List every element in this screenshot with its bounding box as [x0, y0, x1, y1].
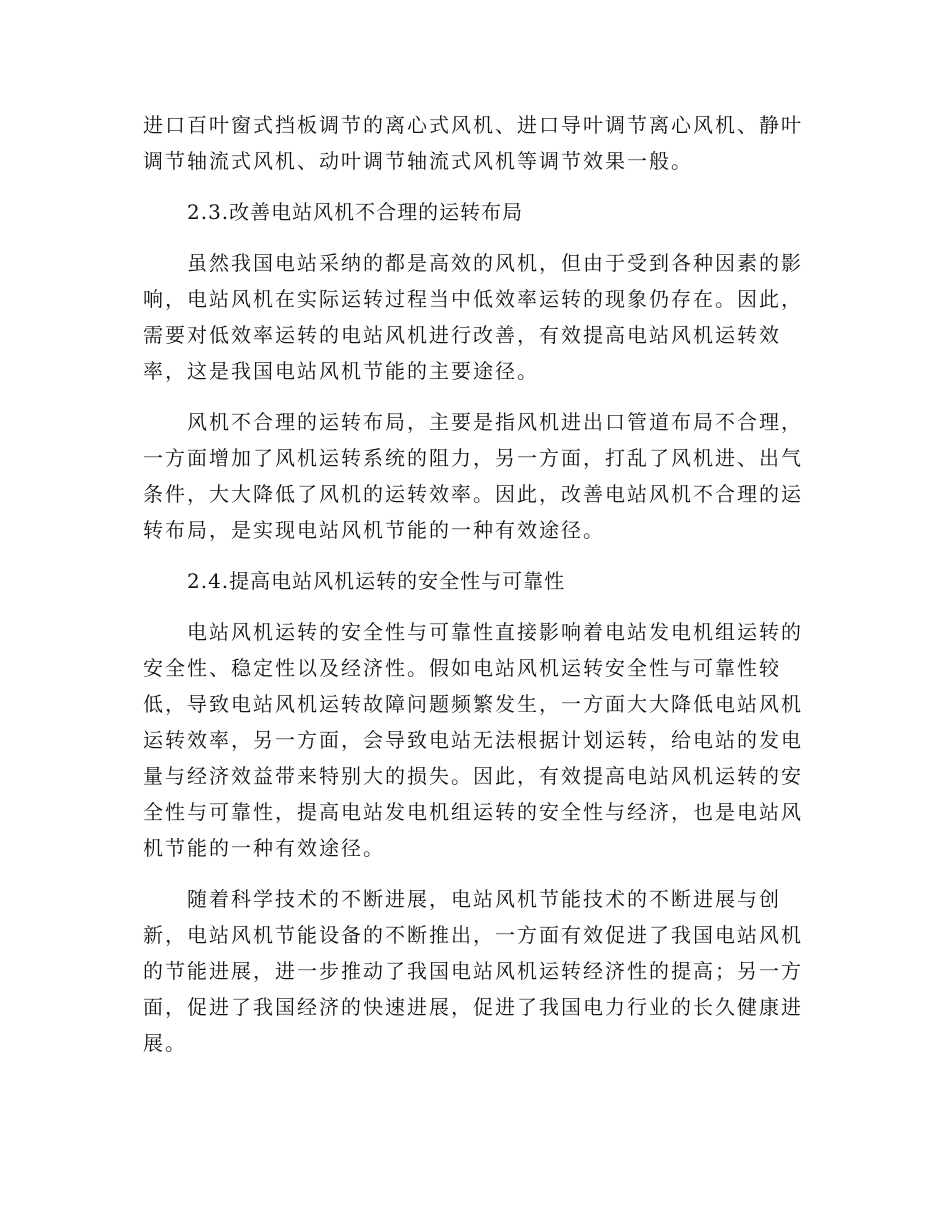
text-line: 率，这是我国电站风机节能的主要途径。 — [143, 359, 539, 383]
text-line: 电站风机运转的安全性与可靠性直接影响着电站发电机组运转的 — [187, 620, 803, 644]
text-line: 一方面增加了风机运转系统的阻力，另一方面，打乱了风机进、出气 — [143, 446, 803, 470]
text-line: 进口百叶窗式挡板调节的离心式风机、进口导叶调节离心风机、静叶 — [143, 113, 803, 137]
paragraph-layout — [143, 404, 803, 548]
text-line: 新，电站风机节能设备的不断推出，一方面有效促进了我国电站风机 — [143, 923, 803, 947]
text-line: 响，电站风机在实际运转过程当中低效率运转的现象仍存在。因此， — [143, 287, 803, 311]
text-line: 量与经济效益带来特别大的损失。因此，有效提高电站风机运转的安 — [143, 764, 803, 788]
text-line: 虽然我国电站采纳的都是高效的风机，但由于受到各种因素的影 — [187, 251, 803, 275]
text-line: 展。 — [143, 1031, 187, 1055]
text-line: 全性与可靠性，提高电站发电机组运转的安全性与经济，也是电站风 — [143, 800, 803, 824]
paragraph-efficiency — [143, 245, 803, 389]
text-line: 低，导致电站风机运转故障问题频繁发生，一方面大大降低电站风机 — [143, 692, 803, 716]
paragraph-continuation — [143, 107, 803, 179]
paragraph-safety — [143, 614, 803, 866]
text-line: 转布局，是实现电站风机节能的一种有效途径。 — [143, 518, 605, 542]
text-line: 安全性、稳定性以及经济性。假如电站风机运转安全性与可靠性较 — [143, 656, 781, 680]
text-line: 的节能进展，进一步推动了我国电站风机运转经济性的提高；另一方 — [143, 959, 803, 983]
text-line: 随着科学技术的不断进展，电站风机节能技术的不断进展与创 — [187, 887, 781, 911]
text-line: 面，促进了我国经济的快速进展，促进了我国电力行业的长久健康进 — [143, 995, 803, 1019]
text-line: 条件，大大降低了风机的运转效率。因此，改善电站风机不合理的运 — [143, 482, 803, 506]
text-line: 机节能的一种有效途径。 — [143, 836, 385, 860]
section-heading-2-4 — [143, 563, 795, 599]
heading-text: 2.3.改善电站风机不合理的运转布局 — [187, 200, 524, 224]
heading-text: 2.4.提高电站风机运转的安全性与可靠性 — [187, 569, 566, 593]
text-line: 调节轴流式风机、动叶调节轴流式风机等调节效果一般。 — [143, 149, 693, 173]
paragraph-conclusion — [143, 881, 803, 1061]
document-body — [143, 107, 803, 1061]
section-heading-2-3 — [143, 194, 795, 230]
text-line: 风机不合理的运转布局，主要是指风机进出口管道布局不合理， — [187, 410, 803, 434]
text-line: 运转效率，另一方面，会导致电站无法根据计划运转，给电站的发电 — [143, 728, 803, 752]
text-line: 需要对低效率运转的电站风机进行改善，有效提高电站风机运转效 — [143, 323, 781, 347]
